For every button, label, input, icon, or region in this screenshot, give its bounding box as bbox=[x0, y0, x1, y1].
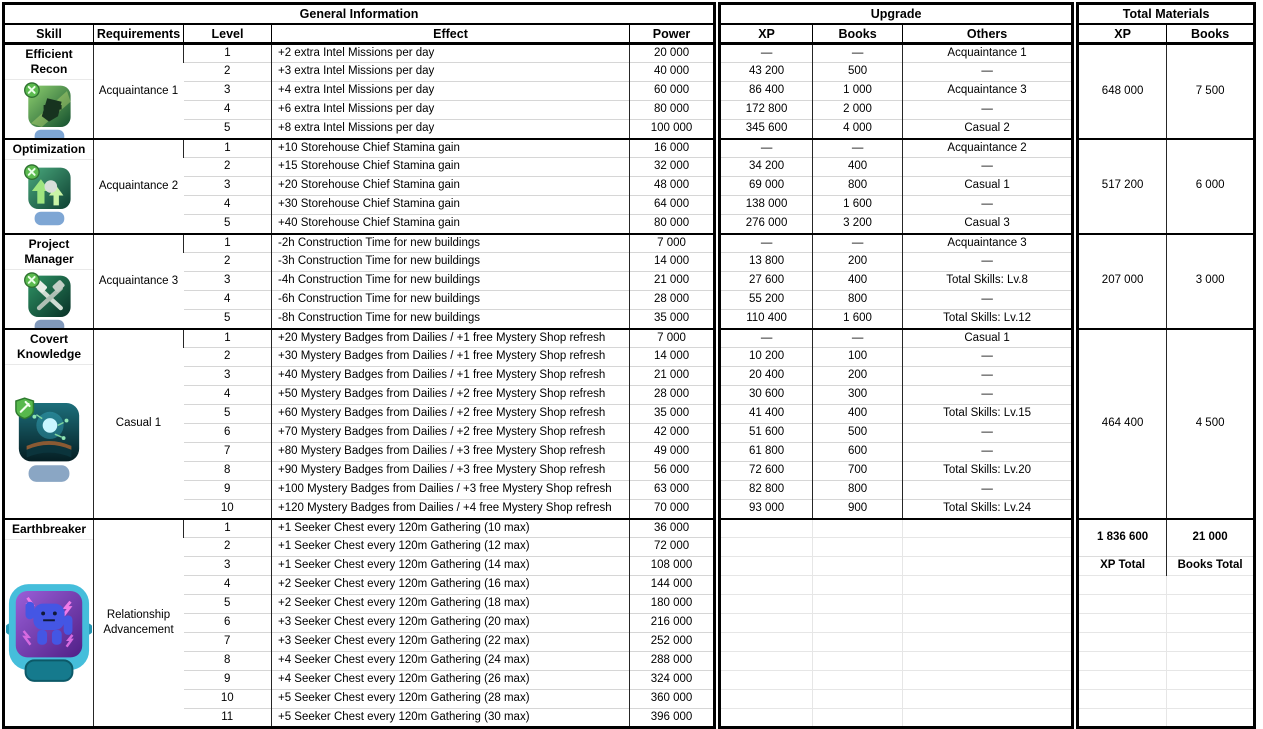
others-cell bbox=[903, 595, 1073, 614]
others-cell bbox=[903, 557, 1073, 576]
power-cell: 324 000 bbox=[630, 671, 715, 690]
books-cell: — bbox=[813, 44, 903, 63]
level-cell: 7 bbox=[184, 443, 272, 462]
column-header-total-books: Books bbox=[1167, 24, 1255, 44]
effect-cell: +4 extra Intel Missions per day bbox=[272, 82, 630, 101]
books-cell bbox=[813, 652, 903, 671]
others-cell: Total Skills: Lv.15 bbox=[903, 405, 1073, 424]
books-cell: — bbox=[813, 139, 903, 158]
level-cell: 3 bbox=[184, 177, 272, 196]
others-cell: Casual 3 bbox=[903, 215, 1073, 234]
column-header-skill: Skill bbox=[4, 24, 94, 44]
others-cell bbox=[903, 614, 1073, 633]
level-cell: 2 bbox=[184, 158, 272, 177]
level-cell: 9 bbox=[184, 671, 272, 690]
power-cell: 21 000 bbox=[630, 367, 715, 386]
empty-grid-cell bbox=[1078, 709, 1167, 728]
requirement-cell: Acquaintance 2 bbox=[94, 139, 184, 234]
grand-total-books-cell: 21 000 bbox=[1167, 519, 1255, 557]
effect-cell: +20 Storehouse Chief Stamina gain bbox=[272, 177, 630, 196]
xp-cell bbox=[720, 690, 813, 709]
level-cell: 4 bbox=[184, 386, 272, 405]
power-cell: 42 000 bbox=[630, 424, 715, 443]
power-cell: 28 000 bbox=[630, 291, 715, 310]
column-header-others: Others bbox=[903, 24, 1073, 44]
xp-cell: 82 800 bbox=[720, 481, 813, 500]
others-cell: Total Skills: Lv.20 bbox=[903, 462, 1073, 481]
skill-name: Earthbreaker bbox=[5, 520, 93, 540]
power-cell: 288 000 bbox=[630, 652, 715, 671]
books-cell: 4 000 bbox=[813, 120, 903, 139]
others-cell: Total Skills: Lv.12 bbox=[903, 310, 1073, 329]
effect-cell: +4 Seeker Chest every 120m Gathering (26 max) bbox=[272, 671, 630, 690]
xp-cell: 276 000 bbox=[720, 215, 813, 234]
effect-cell: -8h Construction Time for new buildings bbox=[272, 310, 630, 329]
others-cell: — bbox=[903, 424, 1073, 443]
books-cell: 1 000 bbox=[813, 82, 903, 101]
power-cell: 108 000 bbox=[630, 557, 715, 576]
power-cell: 21 000 bbox=[630, 272, 715, 291]
level-cell: 4 bbox=[184, 576, 272, 595]
level-cell: 4 bbox=[184, 101, 272, 120]
xp-cell: 345 600 bbox=[720, 120, 813, 139]
skill-cell-content bbox=[5, 235, 93, 326]
xp-cell: 110 400 bbox=[720, 310, 813, 329]
power-cell: 80 000 bbox=[630, 101, 715, 120]
power-cell: 360 000 bbox=[630, 690, 715, 709]
others-cell: — bbox=[903, 253, 1073, 272]
others-cell: — bbox=[903, 367, 1073, 386]
others-cell bbox=[903, 519, 1073, 538]
project-manager-skill-icon bbox=[5, 270, 93, 329]
empty-grid-cell bbox=[1078, 690, 1167, 709]
xp-total-label: XP Total bbox=[1078, 557, 1167, 576]
xp-cell: 30 600 bbox=[720, 386, 813, 405]
books-cell: 800 bbox=[813, 177, 903, 196]
level-cell: 3 bbox=[184, 557, 272, 576]
xp-cell: 10 200 bbox=[720, 348, 813, 367]
books-cell: 500 bbox=[813, 63, 903, 82]
power-cell: 56 000 bbox=[630, 462, 715, 481]
total-books-cell: 3 000 bbox=[1167, 234, 1255, 329]
xp-cell bbox=[720, 633, 813, 652]
power-cell: 20 000 bbox=[630, 44, 715, 63]
books-cell bbox=[813, 633, 903, 652]
books-cell: 400 bbox=[813, 272, 903, 291]
power-cell: 14 000 bbox=[630, 253, 715, 272]
effect-cell: +4 Seeker Chest every 120m Gathering (24 max) bbox=[272, 652, 630, 671]
effect-cell: +15 Storehouse Chief Stamina gain bbox=[272, 158, 630, 177]
empty-grid-cell bbox=[1078, 595, 1167, 614]
power-cell: 63 000 bbox=[630, 481, 715, 500]
books-cell: 200 bbox=[813, 367, 903, 386]
level-cell: 8 bbox=[184, 462, 272, 481]
effect-cell: +3 Seeker Chest every 120m Gathering (22 max) bbox=[272, 633, 630, 652]
power-cell: 28 000 bbox=[630, 386, 715, 405]
empty-grid-cell bbox=[1167, 576, 1255, 595]
effect-cell: +1 Seeker Chest every 120m Gathering (10 max) bbox=[272, 519, 630, 538]
books-cell bbox=[813, 519, 903, 538]
books-total-label: Books Total bbox=[1167, 557, 1255, 576]
effect-cell: +20 Mystery Badges from Dailies / +1 free Mystery Shop refresh bbox=[272, 329, 630, 348]
total-xp-cell: 207 000 bbox=[1078, 234, 1167, 329]
grand-total-xp-cell: 1 836 600 bbox=[1078, 519, 1167, 557]
power-cell: 70 000 bbox=[630, 500, 715, 519]
effect-cell: -2h Construction Time for new buildings bbox=[272, 234, 630, 253]
effect-cell: +60 Mystery Badges from Dailies / +2 free Mystery Shop refresh bbox=[272, 405, 630, 424]
power-cell: 144 000 bbox=[630, 576, 715, 595]
others-cell bbox=[903, 709, 1073, 728]
xp-cell: 13 800 bbox=[720, 253, 813, 272]
effect-cell: +70 Mystery Badges from Dailies / +2 free Mystery Shop refresh bbox=[272, 424, 630, 443]
level-cell: 1 bbox=[184, 519, 272, 538]
power-cell: 252 000 bbox=[630, 633, 715, 652]
total-books-cell: 7 500 bbox=[1167, 44, 1255, 139]
level-cell: 5 bbox=[184, 310, 272, 329]
effect-cell: +2 extra Intel Missions per day bbox=[272, 44, 630, 63]
others-cell: Casual 1 bbox=[903, 177, 1073, 196]
books-cell bbox=[813, 538, 903, 557]
column-header-level: Level bbox=[184, 24, 272, 44]
requirement-cell: Casual 1 bbox=[94, 329, 184, 519]
xp-cell bbox=[720, 557, 813, 576]
books-cell: 3 200 bbox=[813, 215, 903, 234]
level-cell: 2 bbox=[184, 63, 272, 82]
skill-cell-content bbox=[5, 330, 93, 516]
others-cell bbox=[903, 633, 1073, 652]
level-cell: 9 bbox=[184, 481, 272, 500]
column-header-effect: Effect bbox=[272, 24, 630, 44]
others-cell: — bbox=[903, 386, 1073, 405]
others-cell: — bbox=[903, 481, 1073, 500]
xp-cell bbox=[720, 652, 813, 671]
effect-cell: +2 Seeker Chest every 120m Gathering (16 max) bbox=[272, 576, 630, 595]
skill-cell bbox=[4, 519, 94, 728]
column-header-xp: XP bbox=[720, 24, 813, 44]
level-cell: 10 bbox=[184, 500, 272, 519]
skill-cell bbox=[4, 234, 94, 329]
xp-cell: 138 000 bbox=[720, 196, 813, 215]
general-information-table bbox=[2, 2, 716, 729]
books-cell bbox=[813, 614, 903, 633]
xp-cell: 41 400 bbox=[720, 405, 813, 424]
total-materials-header: Total Materials bbox=[1078, 4, 1255, 25]
effect-cell: +5 Seeker Chest every 120m Gathering (30 max) bbox=[272, 709, 630, 728]
level-cell: 10 bbox=[184, 690, 272, 709]
power-cell: 32 000 bbox=[630, 158, 715, 177]
others-cell: — bbox=[903, 101, 1073, 120]
xp-cell: 43 200 bbox=[720, 63, 813, 82]
empty-grid-cell bbox=[1167, 614, 1255, 633]
level-cell: 1 bbox=[184, 329, 272, 348]
xp-cell: 27 600 bbox=[720, 272, 813, 291]
column-header-requirements: Requirements bbox=[94, 24, 184, 44]
others-cell: Total Skills: Lv.8 bbox=[903, 272, 1073, 291]
skill-cell bbox=[4, 139, 94, 234]
xp-cell: 34 200 bbox=[720, 158, 813, 177]
level-cell: 2 bbox=[184, 253, 272, 272]
level-cell: 11 bbox=[184, 709, 272, 728]
xp-cell: 69 000 bbox=[720, 177, 813, 196]
level-cell: 5 bbox=[184, 120, 272, 139]
effect-cell: +80 Mystery Badges from Dailies / +3 free Mystery Shop refresh bbox=[272, 443, 630, 462]
effect-cell: +5 Seeker Chest every 120m Gathering (28 max) bbox=[272, 690, 630, 709]
empty-grid-cell bbox=[1167, 595, 1255, 614]
power-cell: 48 000 bbox=[630, 177, 715, 196]
effect-cell: +2 Seeker Chest every 120m Gathering (18 max) bbox=[272, 595, 630, 614]
others-cell: — bbox=[903, 443, 1073, 462]
books-cell bbox=[813, 671, 903, 690]
others-cell bbox=[903, 576, 1073, 595]
power-cell: 7 000 bbox=[630, 329, 715, 348]
others-cell: — bbox=[903, 196, 1073, 215]
level-cell: 1 bbox=[184, 139, 272, 158]
effect-cell: -4h Construction Time for new buildings bbox=[272, 272, 630, 291]
others-cell: Acquaintance 3 bbox=[903, 234, 1073, 253]
level-cell: 8 bbox=[184, 652, 272, 671]
requirement-cell: Relationship Advancement bbox=[94, 519, 184, 728]
effect-cell: +3 extra Intel Missions per day bbox=[272, 63, 630, 82]
effect-cell: -6h Construction Time for new buildings bbox=[272, 291, 630, 310]
books-cell: 600 bbox=[813, 443, 903, 462]
level-cell: 3 bbox=[184, 82, 272, 101]
level-cell: 2 bbox=[184, 348, 272, 367]
others-cell bbox=[903, 538, 1073, 557]
effect-cell: +100 Mystery Badges from Dailies / +3 free Mystery Shop refresh bbox=[272, 481, 630, 500]
others-cell: — bbox=[903, 291, 1073, 310]
xp-cell: 51 600 bbox=[720, 424, 813, 443]
books-cell bbox=[813, 709, 903, 728]
power-cell: 40 000 bbox=[630, 63, 715, 82]
effect-cell: +1 Seeker Chest every 120m Gathering (14 max) bbox=[272, 557, 630, 576]
effect-cell: +6 extra Intel Missions per day bbox=[272, 101, 630, 120]
general-information-header: General Information bbox=[4, 4, 715, 25]
others-cell: — bbox=[903, 348, 1073, 367]
level-cell: 7 bbox=[184, 633, 272, 652]
power-cell: 36 000 bbox=[630, 519, 715, 538]
level-cell: 4 bbox=[184, 291, 272, 310]
total-xp-cell: 648 000 bbox=[1078, 44, 1167, 139]
books-cell: 800 bbox=[813, 291, 903, 310]
level-cell: 1 bbox=[184, 44, 272, 63]
level-cell: 5 bbox=[184, 215, 272, 234]
xp-cell: 20 400 bbox=[720, 367, 813, 386]
power-cell: 49 000 bbox=[630, 443, 715, 462]
others-cell bbox=[903, 652, 1073, 671]
books-cell: 900 bbox=[813, 500, 903, 519]
skill-name: Efficient Recon bbox=[5, 45, 93, 80]
others-cell: Acquaintance 2 bbox=[903, 139, 1073, 158]
covert-knowledge-skill-icon bbox=[5, 365, 93, 516]
skill-cell-content bbox=[5, 140, 93, 231]
effect-cell: +30 Mystery Badges from Dailies / +1 free Mystery Shop refresh bbox=[272, 348, 630, 367]
power-cell: 7 000 bbox=[630, 234, 715, 253]
total-xp-cell: 517 200 bbox=[1078, 139, 1167, 234]
power-cell: 216 000 bbox=[630, 614, 715, 633]
others-cell: Acquaintance 3 bbox=[903, 82, 1073, 101]
xp-cell: 93 000 bbox=[720, 500, 813, 519]
level-cell: 4 bbox=[184, 196, 272, 215]
skill-cell bbox=[4, 329, 94, 519]
level-cell: 5 bbox=[184, 405, 272, 424]
books-cell bbox=[813, 576, 903, 595]
xp-cell bbox=[720, 595, 813, 614]
total-xp-cell: 464 400 bbox=[1078, 329, 1167, 519]
skill-name: Covert Knowledge bbox=[5, 330, 93, 365]
upgrade-table bbox=[718, 2, 1074, 729]
books-cell: — bbox=[813, 329, 903, 348]
effect-cell: -3h Construction Time for new buildings bbox=[272, 253, 630, 272]
books-cell: 400 bbox=[813, 158, 903, 177]
xp-cell bbox=[720, 538, 813, 557]
books-cell: — bbox=[813, 234, 903, 253]
empty-grid-cell bbox=[1167, 690, 1255, 709]
level-cell: 3 bbox=[184, 367, 272, 386]
skill-name: Optimization bbox=[5, 140, 93, 160]
empty-grid-cell bbox=[1167, 709, 1255, 728]
others-cell: Casual 1 bbox=[903, 329, 1073, 348]
effect-cell: +40 Mystery Badges from Dailies / +1 free Mystery Shop refresh bbox=[272, 367, 630, 386]
effect-cell: +30 Storehouse Chief Stamina gain bbox=[272, 196, 630, 215]
power-cell: 64 000 bbox=[630, 196, 715, 215]
empty-grid-cell bbox=[1167, 633, 1255, 652]
xp-cell: 86 400 bbox=[720, 82, 813, 101]
empty-grid-cell bbox=[1167, 671, 1255, 690]
skill-cell-content bbox=[5, 45, 93, 136]
empty-grid-cell bbox=[1167, 652, 1255, 671]
xp-cell: — bbox=[720, 234, 813, 253]
others-cell: — bbox=[903, 158, 1073, 177]
xp-cell bbox=[720, 576, 813, 595]
books-cell: 2 000 bbox=[813, 101, 903, 120]
xp-cell bbox=[720, 519, 813, 538]
skill-name: Project Manager bbox=[5, 235, 93, 270]
level-cell: 2 bbox=[184, 538, 272, 557]
others-cell: Acquaintance 1 bbox=[903, 44, 1073, 63]
earthbreaker-skill-icon bbox=[5, 540, 93, 725]
level-cell: 5 bbox=[184, 595, 272, 614]
power-cell: 80 000 bbox=[630, 215, 715, 234]
others-cell: — bbox=[903, 63, 1073, 82]
power-cell: 60 000 bbox=[630, 82, 715, 101]
power-cell: 396 000 bbox=[630, 709, 715, 728]
books-cell: 700 bbox=[813, 462, 903, 481]
books-cell: 1 600 bbox=[813, 196, 903, 215]
xp-cell bbox=[720, 671, 813, 690]
column-header-books: Books bbox=[813, 24, 903, 44]
xp-cell bbox=[720, 709, 813, 728]
skill-cell bbox=[4, 44, 94, 139]
xp-cell: — bbox=[720, 329, 813, 348]
total-books-cell: 4 500 bbox=[1167, 329, 1255, 519]
effect-cell: +50 Mystery Badges from Dailies / +2 free Mystery Shop refresh bbox=[272, 386, 630, 405]
level-cell: 6 bbox=[184, 424, 272, 443]
column-header-power: Power bbox=[630, 24, 715, 44]
books-cell: 1 600 bbox=[813, 310, 903, 329]
level-cell: 3 bbox=[184, 272, 272, 291]
empty-grid-cell bbox=[1078, 576, 1167, 595]
xp-cell: 61 800 bbox=[720, 443, 813, 462]
xp-cell: 55 200 bbox=[720, 291, 813, 310]
books-cell: 500 bbox=[813, 424, 903, 443]
xp-cell: 172 800 bbox=[720, 101, 813, 120]
others-cell: Total Skills: Lv.24 bbox=[903, 500, 1073, 519]
xp-cell: 72 600 bbox=[720, 462, 813, 481]
xp-cell: — bbox=[720, 139, 813, 158]
efficient-recon-skill-icon bbox=[5, 80, 93, 139]
others-cell bbox=[903, 690, 1073, 709]
books-cell: 200 bbox=[813, 253, 903, 272]
others-cell: Casual 2 bbox=[903, 120, 1073, 139]
effect-cell: +40 Storehouse Chief Stamina gain bbox=[272, 215, 630, 234]
xp-cell: — bbox=[720, 44, 813, 63]
books-cell: 100 bbox=[813, 348, 903, 367]
books-cell: 800 bbox=[813, 481, 903, 500]
upgrade-header: Upgrade bbox=[720, 4, 1073, 25]
empty-grid-cell bbox=[1078, 614, 1167, 633]
books-cell: 300 bbox=[813, 386, 903, 405]
power-cell: 72 000 bbox=[630, 538, 715, 557]
empty-grid-cell bbox=[1078, 671, 1167, 690]
books-cell: 400 bbox=[813, 405, 903, 424]
effect-cell: +8 extra Intel Missions per day bbox=[272, 120, 630, 139]
xp-cell bbox=[720, 614, 813, 633]
effect-cell: +120 Mystery Badges from Dailies / +4 free Mystery Shop refresh bbox=[272, 500, 630, 519]
effect-cell: +90 Mystery Badges from Dailies / +3 free Mystery Shop refresh bbox=[272, 462, 630, 481]
books-cell bbox=[813, 690, 903, 709]
effect-cell: +1 Seeker Chest every 120m Gathering (12 max) bbox=[272, 538, 630, 557]
column-header-total-xp: XP bbox=[1078, 24, 1167, 44]
power-cell: 35 000 bbox=[630, 310, 715, 329]
skill-cell-content bbox=[5, 520, 93, 725]
others-cell bbox=[903, 671, 1073, 690]
total-books-cell: 6 000 bbox=[1167, 139, 1255, 234]
total-materials-table bbox=[1076, 2, 1256, 729]
power-cell: 14 000 bbox=[630, 348, 715, 367]
optimization-skill-icon bbox=[5, 160, 93, 231]
effect-cell: +10 Storehouse Chief Stamina gain bbox=[272, 139, 630, 158]
requirement-cell: Acquaintance 1 bbox=[94, 44, 184, 139]
empty-grid-cell bbox=[1078, 652, 1167, 671]
empty-grid-cell bbox=[1078, 633, 1167, 652]
books-cell bbox=[813, 557, 903, 576]
effect-cell: +3 Seeker Chest every 120m Gathering (20 max) bbox=[272, 614, 630, 633]
level-cell: 1 bbox=[184, 234, 272, 253]
level-cell: 6 bbox=[184, 614, 272, 633]
requirement-cell: Acquaintance 3 bbox=[94, 234, 184, 329]
books-cell bbox=[813, 595, 903, 614]
power-cell: 100 000 bbox=[630, 120, 715, 139]
power-cell: 180 000 bbox=[630, 595, 715, 614]
power-cell: 35 000 bbox=[630, 405, 715, 424]
power-cell: 16 000 bbox=[630, 139, 715, 158]
